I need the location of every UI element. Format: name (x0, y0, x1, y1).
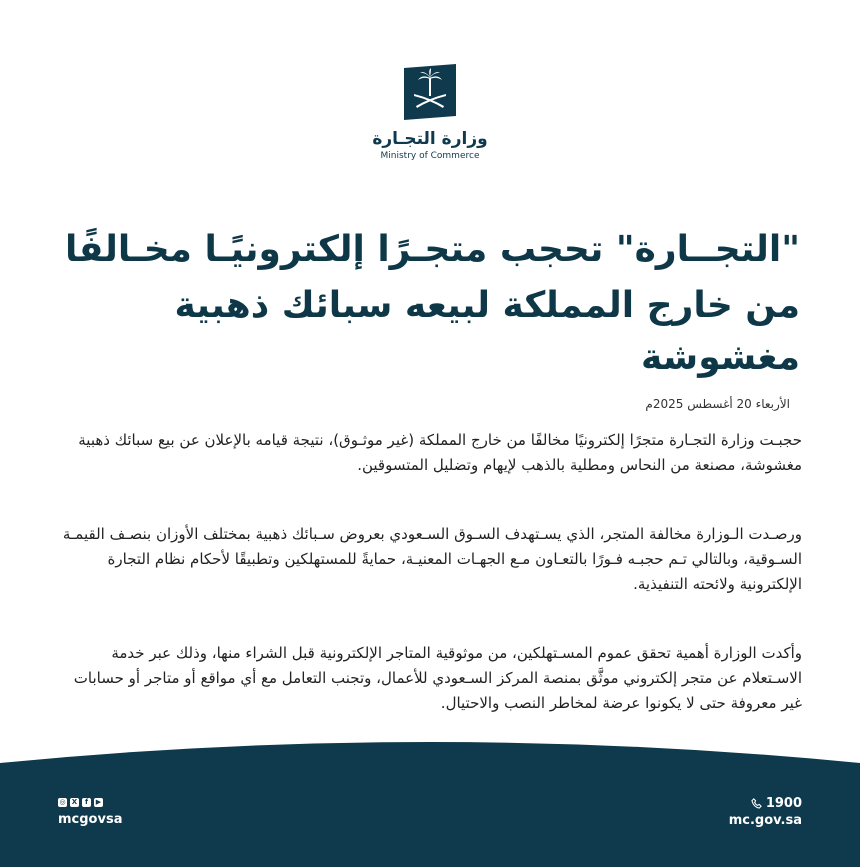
paragraph-1: حجبـت وزارة التجـارة متجرًا إلكترونيًا مخالفًا من خارج المملكة (غير موثـوق)، نتيجة قيامه بالإعلان عن بيع سبائك ذهبية مغشوشة، مصنعة من النحاس ومطلية بالذهب لإيهام وتضليل المتسوقين. (78, 431, 802, 474)
ministry-name-arabic: وزارة التجـارة (372, 129, 488, 149)
social-icons (58, 798, 103, 807)
ministry-name-english: Ministry of Commerce (380, 151, 480, 161)
instagram-icon[interactable]: ◎ (59, 798, 66, 806)
website-link[interactable]: mc.gov.sa (728, 813, 802, 828)
ministry-logo (400, 62, 460, 122)
x-icon[interactable]: X (71, 798, 78, 806)
social-handle[interactable]: mcgovsa (58, 812, 123, 827)
headline-line-1: "التجــارة" تحجب متجـرًا إلكترونيًـا مخـالفًا (64, 229, 800, 270)
facebook-icon[interactable]: f (82, 798, 91, 807)
youtube-icon[interactable]: ▶ (95, 798, 102, 806)
headline-line-2: من خارج المملكة لبيعه سبائك ذهبية مغشوشة (174, 285, 800, 378)
phone-contact[interactable] (751, 796, 802, 811)
paragraph-3: وأكدت الوزارة أهمية تحقق عموم المسـتهلكين، من موثوقية المتاجر الإلكترونية قبل الشراء منها، وذلك عبر خدمة الاسـتعلام عن متجر إلكتروني موثَّق بمنصة المركز السـعودي للأعمال، وتجنب التعامل مع أي مواقع أو متاجر أو حسابات غير معروفة حتى لا يكونوا عرضة لمخاطر النصب والاحتيال. (73, 644, 802, 712)
paragraph-2: ورصـدت الـوزارة مخالفة المتجر، الذي يسـتهدف السـوق السـعودي بعروض سـبائك ذهبية بمختلف الأوزان بنصـف القيمـة السـوقية، وبالتالي تـم حجبـه فـورًا بالتعـاون مـع الجهـات المعنيـة، حمايةً للمستهلكين وتطبيقًا لأحكام نظام التجارة الإلكترونية ولائحته التنفيذية. (62, 525, 802, 593)
publish-date: الأربعاء 20 أغسطس 2025م (645, 397, 790, 411)
phone-icon (751, 798, 762, 809)
phone-number: 1900 (765, 796, 802, 811)
footer-band (0, 735, 860, 867)
